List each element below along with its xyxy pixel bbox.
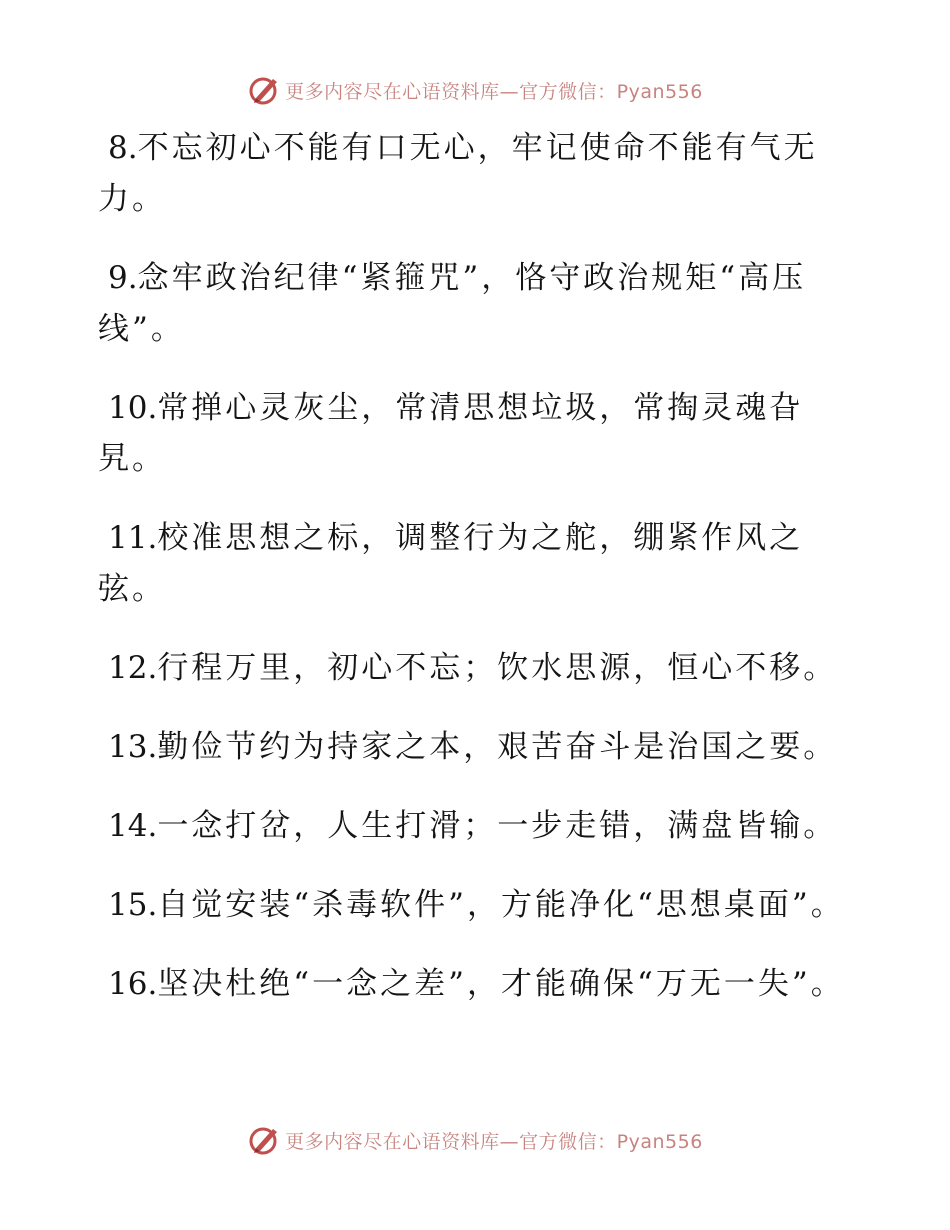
header-banner-text: 更多内容尽在心语资料库—官方微信：Pyan556	[285, 80, 703, 103]
list-item: 9.念牢政治纪律“紧箍咒”，恪守政治规矩“高压线”。	[98, 260, 807, 347]
footer-banner-text: 更多内容尽在心语资料库—官方微信：Pyan556	[285, 1130, 703, 1153]
footer-banner	[0, 1120, 950, 1160]
list-item: 8.不忘初心不能有口无心，牢记使命不能有气无力。	[98, 130, 818, 217]
list-item: 13.勤俭节约为持家之本，艰苦奋斗是治国之要。	[108, 729, 838, 765]
list-item: 11.校准思想之标，调整行为之舵，绷紧作风之弦。	[98, 520, 804, 607]
list-item: 15.自觉安装“杀毒软件”，方能净化“思想桌面”。	[108, 887, 845, 923]
pen-logo-icon	[247, 1123, 281, 1157]
list-item: 16.坚决杜绝“一念之差”，才能确保“万无一失”。	[108, 966, 845, 1002]
quote-list	[98, 123, 858, 1038]
header-banner	[0, 70, 950, 110]
pen-logo-icon	[247, 73, 281, 107]
list-item: 10.常掸心灵灰尘，常清思想垃圾，常掏灵魂旮旯。	[98, 390, 804, 477]
list-item: 12.行程万里，初心不忘；饮水思源，恒心不移。	[108, 650, 838, 686]
list-item: 14.一念打岔，人生打滑；一步走错，满盘皆输。	[108, 808, 838, 844]
